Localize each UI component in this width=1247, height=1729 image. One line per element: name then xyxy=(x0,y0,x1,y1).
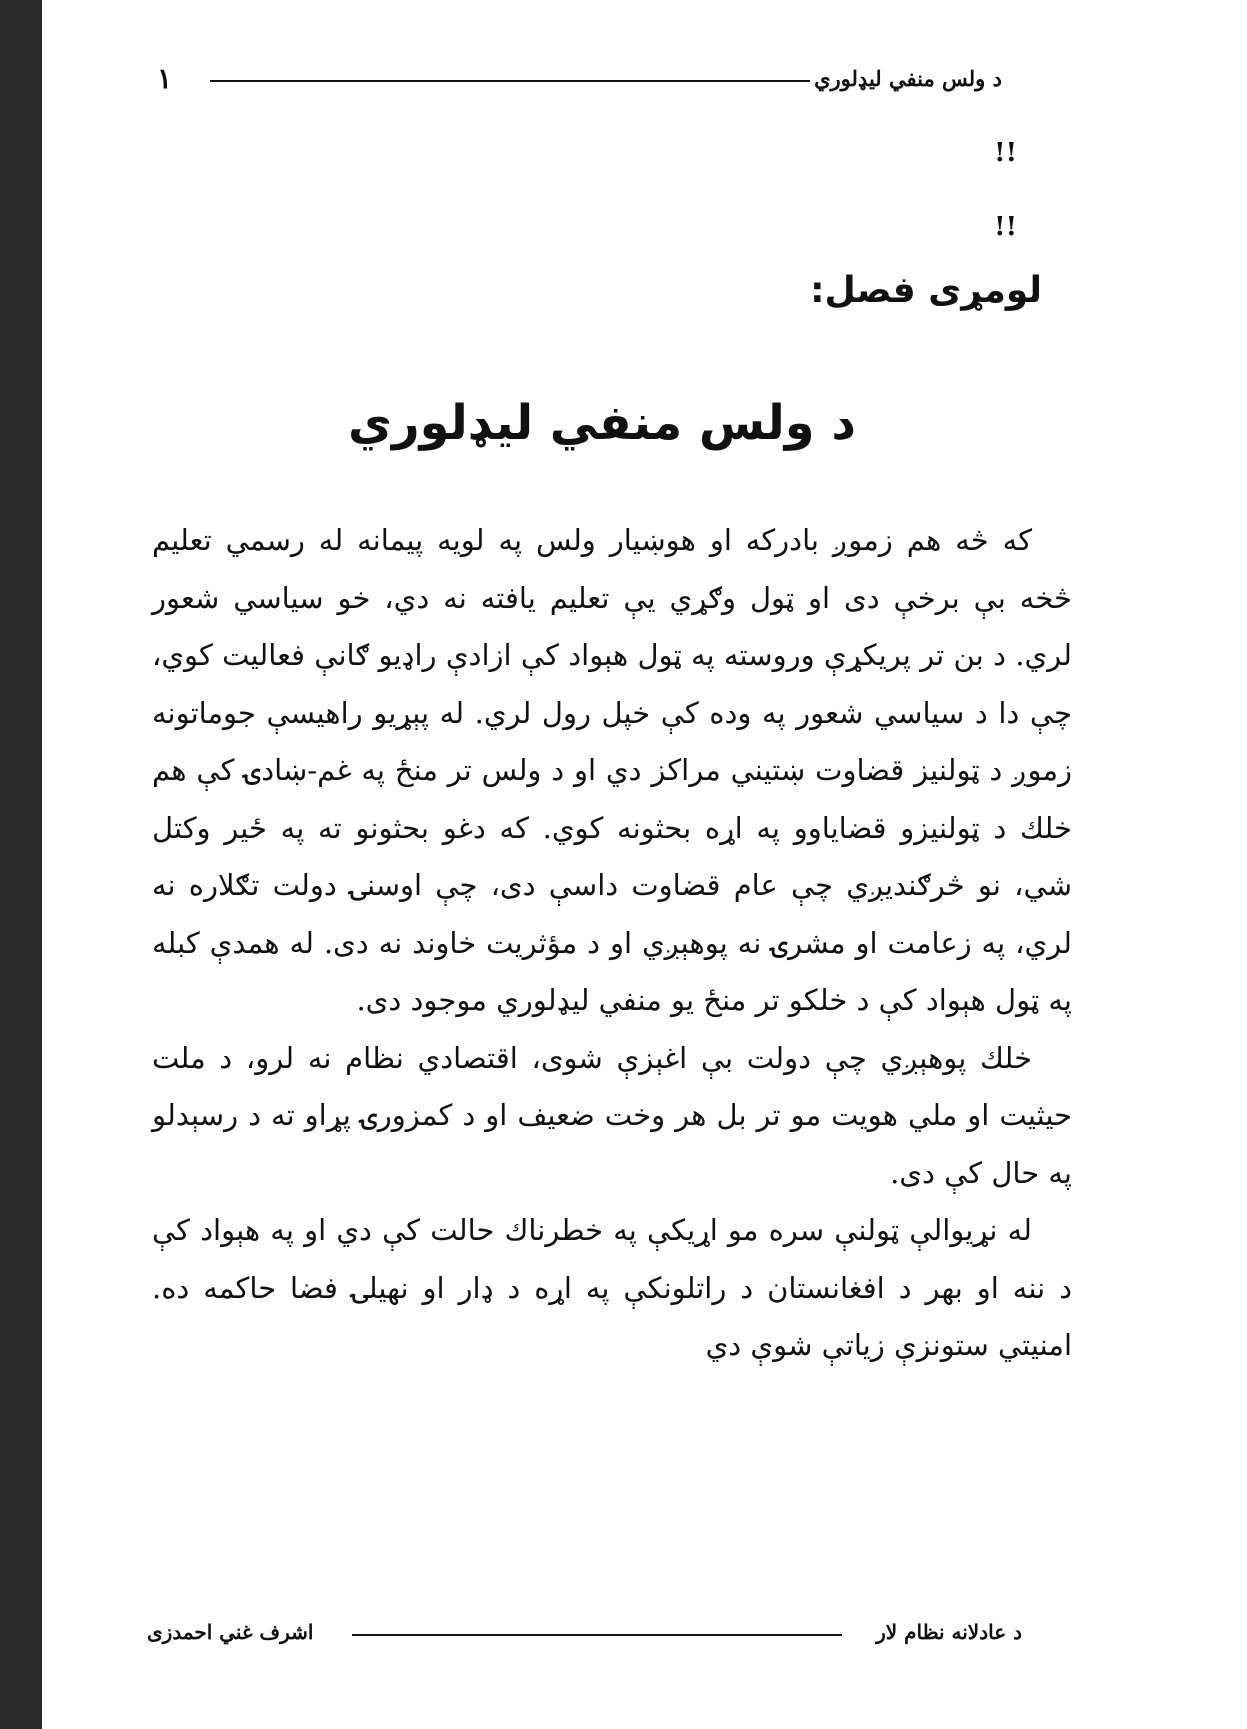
header-rule xyxy=(210,80,810,82)
body-text xyxy=(152,512,1072,1375)
footer-rule xyxy=(352,1634,842,1636)
paragraph-2: خلك پوهېږي چې دولت بې اغېزې شوی، اقتصادي نظام نه لرو، د ملت حيثيت او ملي هويت مو تر بل هر وخت ضعيف او د كمزورۍ پړاو ته د رسېدلو په حال كې دی. xyxy=(152,1040,1072,1190)
footer-author: اشرف غني احمدزی xyxy=(147,1620,314,1644)
footer-book-title: د عادلانه نظام لار xyxy=(876,1620,1022,1644)
running-header xyxy=(42,62,1247,102)
chapter-label: لومړی فصل: xyxy=(810,270,1042,311)
paragraph-3: له نړيوالې ټولنې سره مو اړيكې په خطرناك حالت كې دي او په هېواد كې د ننه او بهر د افغانستان د راتلونكې په اړه د ډار او نهيلۍ فضا حاكمه ده. امنيتي ستونزې زياتې شوې دي xyxy=(152,1213,1072,1362)
running-footer xyxy=(42,1620,1247,1660)
exclamation-mark-2: !! xyxy=(994,212,1017,242)
header-title: د ولس منفي ليډلوري xyxy=(814,66,1002,91)
viewer-left-edge xyxy=(0,0,42,1729)
paragraph-1: كه څه هم زموږ بادركه او هوښيار ولس په لويه پيمانه له رسمي تعليم څخه بې برخې دی او ټول وګړي يې تعليم يافته نه دي، خو سياسي شعور لري. د بن تر پريكړې وروسته په ټول هېواد كې ازادې راډيو ګانې فعاليت كوي، چې دا د سياسي شعور په وده كې خپل رول لري. له پېړيو راهيسې جوماتونه زموږ د ټولنيز قضاوت ښتيني مراكز دي او د ولس تر منځ په غم-ښادۍ كې هم خلك د ټولنيزو قضاياوو په اړه بحثونه كوي. كه دغو بحثونو ته په ځير وكتل شي، نو څرګنديږي چې عام قضاوت داسې دی، چې اوسنۍ دولت تګلاره نه لري، په زعامت او مشرۍ نه پوهېږي او د مؤثريت خاوند نه دی. له همدې كبله په ټول هېواد كې د خلكو تر منځ يو منفي ليډلوري موجود دی. xyxy=(152,523,1072,1017)
chapter-title: د ولس منفي ليډلوري xyxy=(348,395,856,451)
exclamation-mark-1: !! xyxy=(994,138,1017,168)
document-page xyxy=(42,0,1247,1729)
page-number: ۱ xyxy=(157,62,173,95)
